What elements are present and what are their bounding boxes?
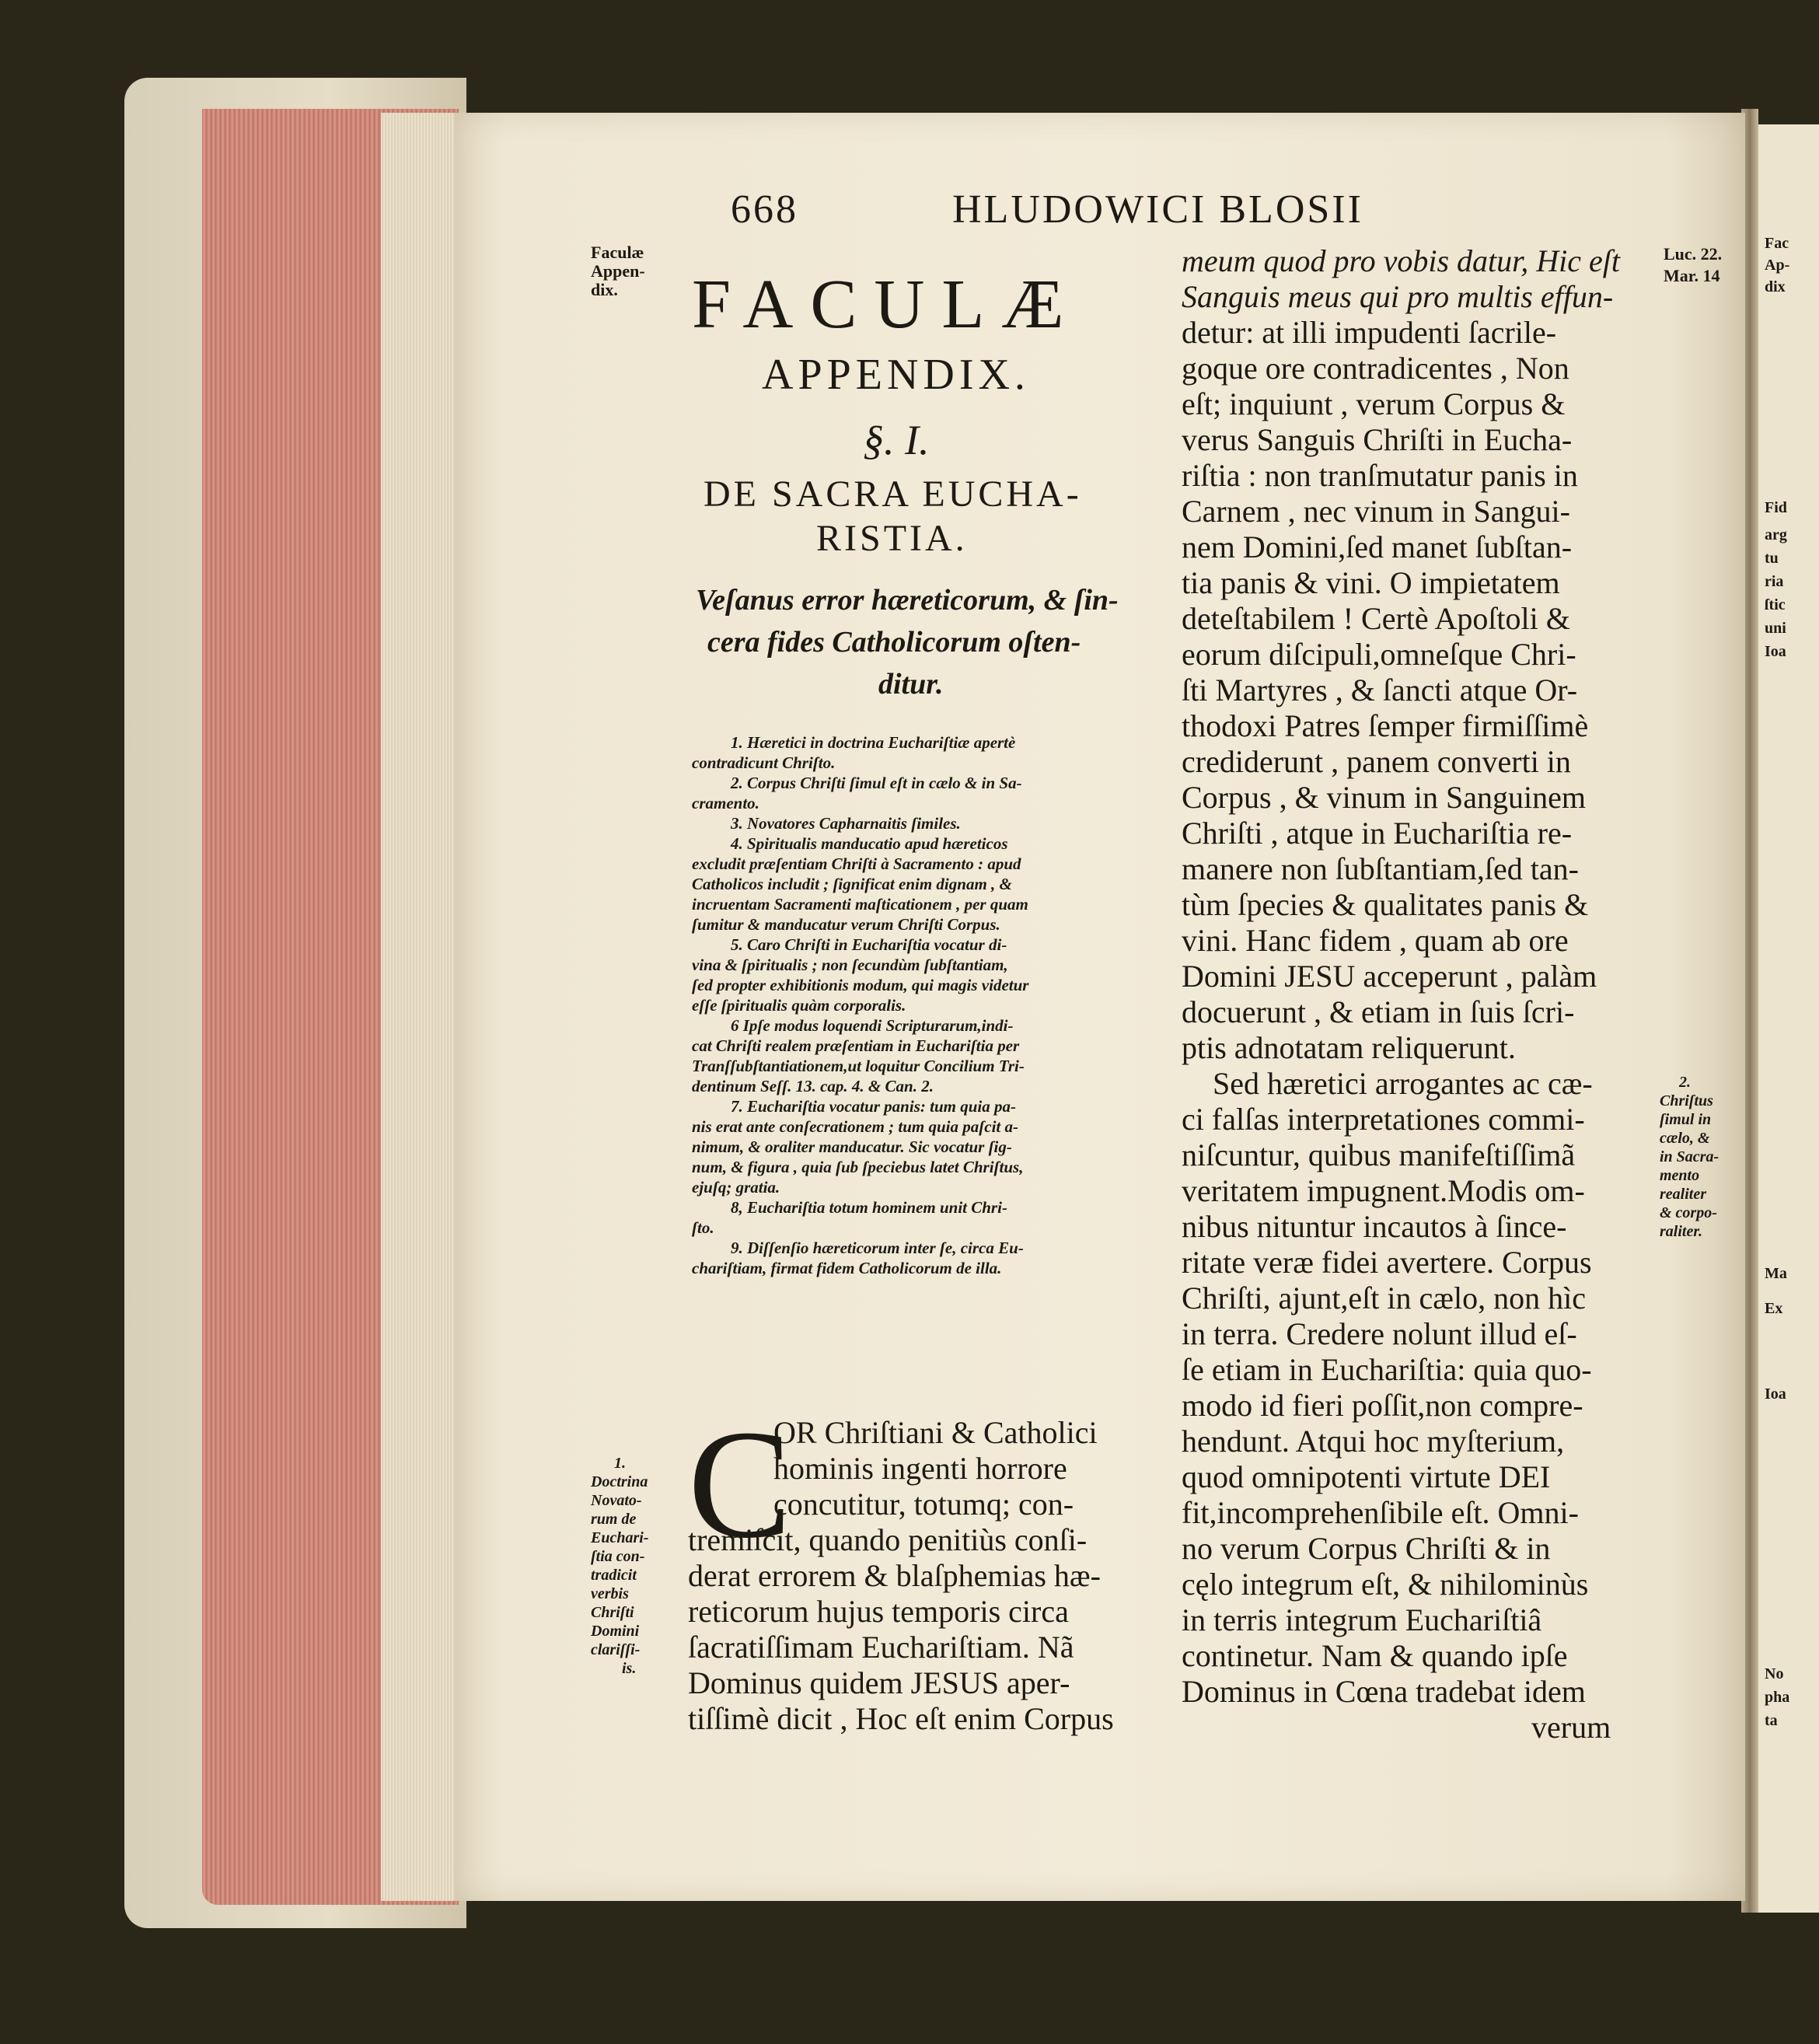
body-line: eſt; inquiunt , verum Corpus & bbox=[1182, 386, 1566, 421]
page-number: 668 bbox=[731, 187, 798, 232]
body-line: ſe etiam in Euchariſtia: quia quo- bbox=[1182, 1352, 1592, 1387]
body-line: Dominus quidem JESUS aper- bbox=[688, 1665, 1070, 1700]
fragment-line: arg bbox=[1765, 526, 1787, 543]
facing-page-fragment bbox=[1758, 124, 1819, 1913]
margin-note-line: Euchari- bbox=[591, 1529, 649, 1546]
section-heading: RISTIA. bbox=[816, 518, 968, 559]
fragment-line: No bbox=[1765, 1665, 1784, 1682]
item-line: chariſtiam, firmat fidem Catholicorum de illa. bbox=[692, 1259, 1002, 1277]
body-line: OR Chriſtiani & Catholici bbox=[773, 1415, 1098, 1450]
fragment-line: tu bbox=[1765, 550, 1779, 567]
drop-cap: C bbox=[688, 1399, 792, 1571]
body-line: reticorum hujus temporis circa bbox=[688, 1594, 1069, 1629]
summary-line: ditur. bbox=[878, 668, 944, 701]
body-line: nem Domini,ſed manet ſubſtan- bbox=[1182, 529, 1573, 564]
item-line: cramento. bbox=[692, 794, 759, 812]
fragment-line: ria bbox=[1765, 573, 1784, 590]
body-line: deteſtabilem ! Certè Apoſtoli & bbox=[1182, 601, 1570, 636]
body-line: Domini JESU acceperunt , palàm bbox=[1182, 959, 1597, 994]
margin-note-line: tradicit bbox=[591, 1567, 637, 1584]
body-line: manere non ſubſtantiam,ſed tan- bbox=[1182, 851, 1579, 886]
item-line: excludit præſentiam Chriſti à Sacramento : apud bbox=[692, 854, 1021, 873]
item-line: vina & ſpiritualis ; non ſecundùm ſubſtantiam, bbox=[692, 956, 1008, 974]
margin-label: Appen- bbox=[591, 261, 645, 281]
margin-note-line: 1. bbox=[614, 1455, 626, 1472]
body-line: goque ore contradicentes , Non bbox=[1182, 351, 1569, 386]
body-line: veritatem impugnent.Modis om- bbox=[1182, 1173, 1585, 1208]
fragment-line: pha bbox=[1765, 1689, 1790, 1706]
subtitle: APPENDIX. bbox=[762, 351, 1030, 399]
margin-note-line: is. bbox=[622, 1660, 637, 1677]
item-line: 2. Corpus Chriſti ſimul eſt in cælo & in Sa- bbox=[731, 774, 1022, 792]
margin-note-line: clariſſi- bbox=[591, 1641, 641, 1658]
body-line: detur: at illi impudenti ſacrile- bbox=[1182, 315, 1557, 350]
fragment-line: Ma bbox=[1765, 1265, 1787, 1282]
item-line: num, & figura , quia ſub ſpeciebus latet Chriſtus, bbox=[692, 1158, 1024, 1176]
item-line: ejuſq; gratia. bbox=[692, 1178, 780, 1197]
item-line: 1. Hæretici in doctrina Euchariſtiæ apertè bbox=[731, 733, 1016, 752]
body-line: tùm ſpecies & qualitates panis & bbox=[1182, 887, 1589, 922]
margin-note-line: rum de bbox=[591, 1511, 637, 1528]
item-line: 7. Euchariſtia vocatur panis: tum quia pa- bbox=[731, 1097, 1016, 1116]
fragment-line: uni bbox=[1765, 620, 1786, 637]
item-line: dentinum Seſſ. 13. cap. 4. & Can. 2. bbox=[692, 1077, 934, 1095]
item-line: 5. Caro Chriſti in Euchariſtia vocatur di- bbox=[731, 935, 1007, 954]
body-line: no verum Corpus Chriſti & in bbox=[1182, 1531, 1551, 1566]
body-line: continetur. Nam & quando ipſe bbox=[1182, 1638, 1568, 1673]
item-line: 6 Ipſe modus loquendi Scripturarum,indi- bbox=[731, 1016, 1014, 1035]
margin-note-line: mento bbox=[1660, 1167, 1700, 1184]
margin-note-line: Chriſtus bbox=[1660, 1092, 1713, 1109]
margin-note-line: raliter. bbox=[1660, 1223, 1703, 1240]
left-margin-note bbox=[591, 1454, 676, 1678]
body-line: ritate veræ fidei avertere. Corpus bbox=[1182, 1245, 1592, 1280]
item-line: 8, Euchariſtia totum hominem unit Chri- bbox=[731, 1198, 1007, 1217]
margin-note-line: Doctrina bbox=[591, 1473, 648, 1490]
body-line: vini. Hanc fidem , quam ab ore bbox=[1182, 923, 1569, 958]
summary-line: cera fides Catholicorum oſten- bbox=[707, 626, 1081, 659]
margin-note-line: realiter bbox=[1660, 1186, 1706, 1203]
margin-label: Faculæ bbox=[591, 243, 644, 262]
body-line: Sed hæretici arrogantes ac cæ- bbox=[1213, 1066, 1593, 1101]
item-line: ſed propter exhibitionis modum, qui magis videtur bbox=[692, 976, 1029, 994]
right-column-body bbox=[1182, 243, 1679, 1745]
book-page bbox=[455, 113, 1745, 1901]
margin-note-line: in Sacra- bbox=[1660, 1148, 1719, 1165]
margin-note-line: 2. bbox=[1679, 1074, 1691, 1091]
running-head: HLUDOWICI BLOSII bbox=[952, 187, 1363, 232]
fragment-line: Ap- bbox=[1765, 257, 1790, 274]
body-line: modo id fieri poſſit,non compre- bbox=[1182, 1388, 1583, 1423]
item-line: incruentam Sacramenti maſticationem , per quam bbox=[692, 895, 1028, 914]
section-heading: DE SACRA EUCHA- bbox=[704, 473, 1082, 515]
fragment-line: Fid bbox=[1765, 499, 1787, 516]
body-line: eorum diſcipuli,omneſque Chri- bbox=[1182, 637, 1576, 672]
right-margin-note bbox=[1660, 1073, 1737, 1241]
item-line: 3. Novatores Capharnaitis ſimiles. bbox=[731, 814, 961, 833]
body-line: ſacratiſſimam Euchariſtiam. Nã bbox=[688, 1630, 1074, 1665]
item-line: ſumitur & manducatur verum Chriſti Corpus. bbox=[692, 915, 1000, 934]
item-line: 4. Spiritualis manducatio apud hæreticos bbox=[731, 834, 1008, 853]
margin-note-line: Domini bbox=[591, 1623, 640, 1640]
item-line: Tranſſubſtantiationem,ut loquitur Concilium Tri- bbox=[692, 1057, 1025, 1075]
body-line: Corpus , & vinum in Sanguinem bbox=[1182, 780, 1586, 815]
fragment-line: ſtic bbox=[1765, 596, 1786, 613]
body-line: nibus nituntur incautos à ſince- bbox=[1182, 1209, 1567, 1244]
body-line: tiſſimè dicit , Hoc eſt enim Corpus bbox=[688, 1701, 1114, 1736]
body-line: ci falſas interpretationes commi- bbox=[1182, 1102, 1585, 1137]
section-number: §. I. bbox=[863, 417, 930, 463]
margin-note-line: ſtia con- bbox=[591, 1548, 645, 1565]
item-line: Catholicos includit ; ſignificat enim dignam , & bbox=[692, 875, 1012, 893]
body-line: verus Sanguis Chriſti in Eucha- bbox=[1182, 422, 1573, 457]
fragment-line: dix bbox=[1765, 278, 1786, 295]
body-line: riſtia : non tranſmutatur panis in bbox=[1182, 458, 1578, 493]
body-line: ptis adnotatam reliquerunt. bbox=[1182, 1030, 1516, 1065]
scripture-reference: Mar. 14 bbox=[1664, 266, 1720, 285]
body-line: thodoxi Patres ſemper firmiſſimè bbox=[1182, 708, 1589, 743]
scripture-reference: Luc. 22. bbox=[1664, 244, 1723, 264]
item-line: cat Chriſti realem præſentiam in Euchariſtia per bbox=[692, 1036, 1020, 1055]
margin-note-line: verbis bbox=[591, 1585, 629, 1602]
fragment-line: ta bbox=[1765, 1712, 1778, 1729]
summary-line: Veſanus error hæreticorum, & ſin- bbox=[696, 584, 1119, 617]
body-line: tia panis & vini. O impietatem bbox=[1182, 565, 1560, 600]
fragment-line: Ioa bbox=[1765, 1385, 1786, 1403]
body-line: meum quod pro vobis datur, Hic eſt bbox=[1182, 243, 1621, 278]
body-line: cęlo integrum eſt, & nihilominùs bbox=[1182, 1567, 1589, 1602]
body-line: in terra. Credere nolunt illud eſ- bbox=[1182, 1316, 1577, 1351]
body-line: Chriſti , atque in Euchariſtia re- bbox=[1182, 816, 1573, 851]
item-line: nis erat ante conſecrationem ; tum quia paſcit a- bbox=[692, 1117, 1018, 1136]
body-line: hominis ingenti horrore bbox=[773, 1451, 1067, 1486]
page-edges bbox=[381, 113, 459, 1901]
item-line: nimum, & oraliter manducatur. Sic vocatur ſig- bbox=[692, 1137, 1012, 1156]
body-line: crediderunt , panem converti in bbox=[1182, 744, 1571, 779]
catchword: verum bbox=[1531, 1710, 1611, 1745]
body-line: Carnem , nec vinum in Sangui- bbox=[1182, 494, 1570, 529]
fragment-line: Ex bbox=[1765, 1300, 1783, 1317]
body-line: concutitur, totumq; con- bbox=[773, 1487, 1074, 1522]
item-line: contradicunt Chriſto. bbox=[692, 753, 836, 772]
body-line: fit,incomprehenſibile eſt. Omni- bbox=[1182, 1495, 1579, 1530]
margin-label: dix. bbox=[591, 280, 618, 299]
item-line: ſto. bbox=[692, 1218, 714, 1237]
item-line: eſſe ſpiritualis quàm corporalis. bbox=[692, 996, 906, 1015]
left-column-body bbox=[688, 1399, 1158, 1737]
margin-note-line: & corpo- bbox=[1660, 1204, 1717, 1221]
body-line: docuerunt , & etiam in ſuis ſcri- bbox=[1182, 994, 1575, 1029]
body-line: ſti Martyres , & ſancti atque Or- bbox=[1182, 673, 1578, 708]
body-line: niſcuntur, quibus manifeſtiſſimã bbox=[1182, 1137, 1576, 1172]
margin-note-line: Novato- bbox=[591, 1492, 642, 1509]
body-line: quod omnipotenti virtute DEI bbox=[1182, 1459, 1551, 1494]
margin-note-line: cælo, & bbox=[1660, 1130, 1710, 1147]
body-line: Chriſti, ajunt,eſt in cælo, non hìc bbox=[1182, 1281, 1586, 1315]
body-line: in terris integrum Euchariſtiâ bbox=[1182, 1602, 1542, 1637]
margin-note-line: Chriſti bbox=[591, 1604, 634, 1621]
margin-note-line: ſimul in bbox=[1660, 1111, 1712, 1128]
fragment-line: Fac bbox=[1765, 235, 1789, 252]
title: FACULÆ bbox=[692, 266, 1081, 343]
body-line: Dominus in Cœna tradebat idem bbox=[1182, 1674, 1586, 1709]
item-line: 9. Diſſenſio hæreticorum inter ſe, circa Eu- bbox=[731, 1239, 1024, 1257]
body-line: hendunt. Atqui hoc myſterium, bbox=[1182, 1424, 1565, 1459]
body-line: tremiſcit, quando penitiùs conſi- bbox=[688, 1522, 1088, 1557]
summary-items bbox=[692, 732, 1143, 1278]
body-line: Sanguis meus qui pro multis effun- bbox=[1182, 279, 1614, 314]
body-line: derat errorem & blaſphemias hæ- bbox=[688, 1558, 1101, 1593]
fragment-line: Ioa bbox=[1765, 643, 1786, 660]
